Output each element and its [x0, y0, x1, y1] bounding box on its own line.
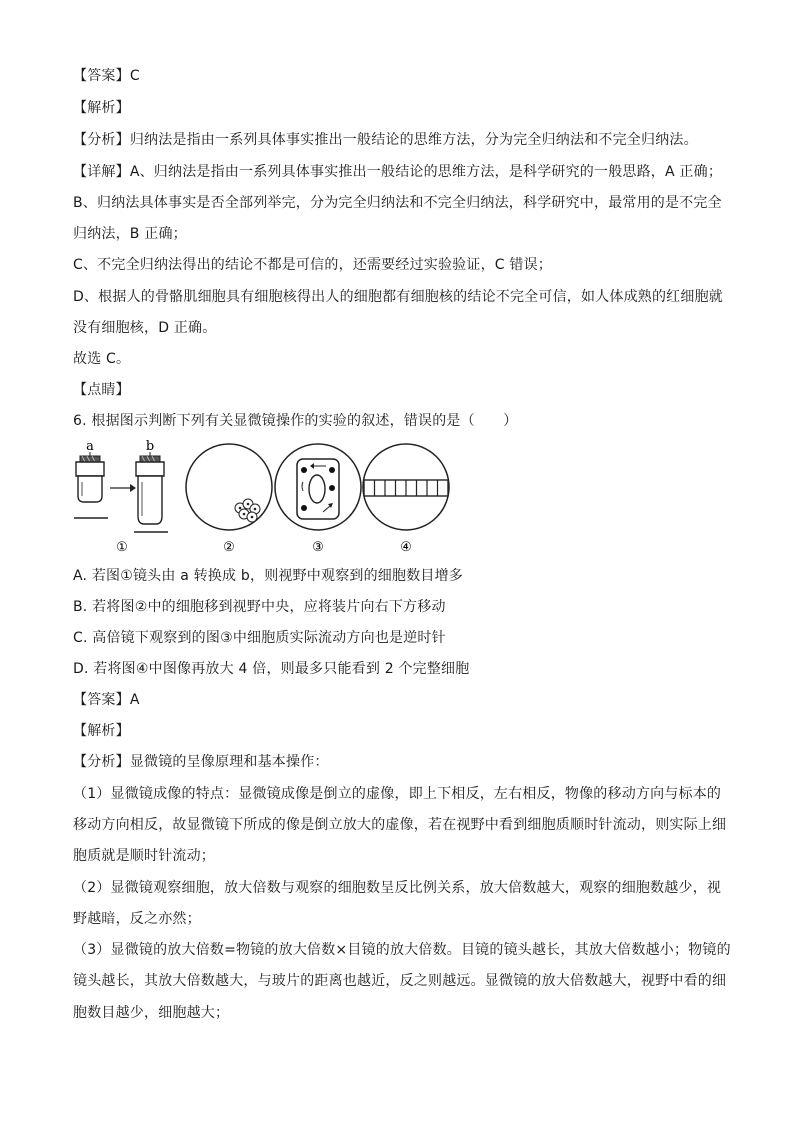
field-of-view-4 [363, 444, 449, 530]
option-c: C. 高倍镜下观察到的图③中细胞质实际流动方向也是逆时针 [73, 630, 446, 646]
conclusion-line: 故选 C。 [73, 351, 131, 367]
field-of-view-2 [186, 444, 272, 530]
explanation-line: 胞质就是顺时针流动； [73, 848, 215, 864]
option-a: A. 若图①镜头由 a 转换成 b，则视野中观察到的细胞数目增多 [73, 568, 463, 584]
detail-line: 没有细胞核，D 正确。 [73, 320, 217, 336]
field-of-view-3 [275, 444, 361, 530]
comment-heading: 【点睛】 [73, 382, 130, 398]
fenxi-tag: 【分析】 [73, 132, 130, 148]
option-b: B. 若将图②中的细胞移到视野中央，应将装片向右下方移动 [73, 599, 446, 615]
fenxi-text: 显微镜的呈像原理和基本操作： [129, 754, 329, 770]
explanation-line: （3）显微镜的放大倍数=物镜的放大倍数×目镜的放大倍数。目镜的镜头越长，其放大倍数越小；物镜的 [73, 942, 731, 958]
question-stem: 6. 根据图示判断下列有关显微镜操作的实验的叙述，错误的是（ ） [73, 413, 518, 429]
fenxi-tag: 【分析】 [73, 754, 130, 770]
option-d: D. 若将图④中图像再放大 4 倍，则最多只能看到 2 个完整细胞 [73, 661, 470, 677]
explanation-line: 野越暗，反之亦然； [73, 911, 201, 927]
answer-line [73, 690, 140, 710]
microscope-figure [68, 436, 458, 558]
panel-2-label: ② [223, 540, 235, 555]
analysis-heading: 【解析】 [73, 723, 130, 739]
lens-b-icon [134, 439, 168, 532]
explanation-line: 胞数目越少，细胞越大； [73, 1005, 230, 1021]
answer-value: C [129, 68, 140, 84]
detail-line: D、根据人的骨骼肌细胞具有细胞核得出人的细胞都有细胞核的结论不完全可信，如人体成熟的红细胞就 [73, 289, 723, 305]
panel-1-label: ① [116, 540, 128, 555]
lens-a-icon [74, 439, 108, 518]
detail-tag: 【详解】 [73, 164, 130, 180]
fenxi-line [73, 752, 329, 772]
answer-line [73, 66, 140, 86]
detail-line: B、归纳法具体事实是否全部列举完，分为完全归纳法和不完全归纳法，科学研究中，最常用的是不完全 [73, 195, 722, 211]
answer-tag: 【答案】 [73, 692, 130, 708]
panel-3-label: ③ [312, 540, 324, 555]
lens-a-label: a [86, 439, 94, 454]
answer-value: A [129, 692, 140, 708]
detail-line: C、不完全归纳法得出的结论不都是可信的，还需要经过实验验证，C 错误； [73, 257, 552, 273]
fenxi-line [73, 130, 698, 150]
explanation-line: （2）显微镜观察细胞，放大倍数与观察的细胞数呈反比例关系，放大倍数越大，观察的细胞数越少，视 [73, 880, 722, 896]
detail-text: A、归纳法是指由一系列具体事实推出一般结论的思维方法，是科学研究的一般思路，A 正确； [129, 164, 723, 180]
fenxi-text: 归纳法是指由一系列具体事实推出一般结论的思维方法，分为完全归纳法和不完全归纳法。 [129, 132, 698, 148]
arrow-icon [110, 484, 136, 492]
answer-tag: 【答案】 [73, 68, 130, 84]
explanation-line: 移动方向相反，故显微镜下所成的像是倒立放大的虚像，若在视野中看到细胞质顺时针流动，则实际上细 [73, 817, 727, 833]
panel-4-label: ④ [400, 540, 412, 555]
analysis-heading: 【解析】 [73, 100, 130, 116]
explanation-line: （1）显微镜成像的特点：显微镜成像是倒立的虚像，即上下相反，左右相反，物像的移动方向与标本的 [73, 786, 722, 802]
detail-line [73, 162, 722, 182]
detail-line: 归纳法，B 正确； [73, 226, 187, 242]
lens-b-label: b [145, 439, 155, 454]
explanation-line: 镜头越长，其放大倍数越大，与玻片的距离也越近，反之则越远。显微镜的放大倍数越大，视野中看的细 [73, 973, 727, 989]
